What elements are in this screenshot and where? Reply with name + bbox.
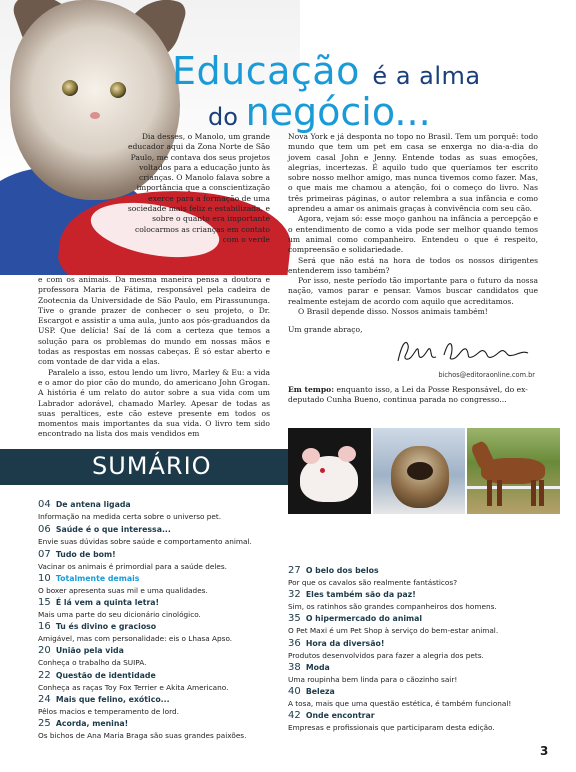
summary-page-number: 10: [38, 573, 51, 584]
horse-photo: [467, 428, 560, 514]
summary-item-description: Os bichos de Ana Maria Braga são suas grandes paixões.: [38, 731, 247, 740]
summary-item[interactable]: [38, 711, 246, 740]
article-paragraph: Nova York e já desponta no topo no Brasil. Tem um porquê: todo mundo que tem um pet em casa se enxerga no dia-a-dia do jovem casal John e Jenny. Entende todas as suas emoções, alegrias, incertezas. É aquilo tudo que queríamos ter escrito sobre nosso melhor amigo, mas nunca tivemos como fazer. Mas, o que mais me chamou a atenção, foi o começo do livro. Nas três primeiras páginas, o autor relembra a sua infância e como aprendeu a amar os animais graças à convivência com seu cão.: [288, 132, 538, 214]
summary-page-number: 22: [38, 670, 51, 681]
summary-page-number: 40: [288, 686, 301, 697]
article-title: [172, 49, 552, 134]
summary-page-number: 07: [38, 549, 51, 560]
article-paragraph-intro: Dia desses, o Manolo, um grande educador aqui da Zona Norte de São Paulo, me contava dos seus projetos voltados para a educação junto às crianças. O Manolo falava sobre a importância que a conscientização exerce para a formação de uma sociedade mais feliz e estabilizada, e sobre o quanto era importante colocarmos as crianças em contato com o verde: [127, 132, 270, 244]
summary-page-number: 32: [288, 589, 301, 600]
summary-item-title: União pela vida: [55, 646, 124, 655]
summary-item-description: Sim, os ratinhos são grandes companheiros dos homens.: [288, 602, 497, 611]
summary-item-title: Totalmente demais: [55, 574, 140, 583]
article-paragraph: e com os animais. Da mesma maneira pensa a doutora e professora Maria de Fátima, responsável pela cadeira de Zootecnia da Universidade de São Paulo, em Pirassununga. Tive o grande prazer de conhecer o seu projeto, o Dr. Escargot e assistir a uma aula, junto aos pós-graduandos da USP. Que delícia! Saí de lá com a certeza que temos a solução para os problemas do mundo em nossas mãos e todas as respostas em nossas cabeças. É só estar aberto e com vontade de dar vida a elas.: [38, 275, 270, 367]
summary-page-number: 25: [38, 718, 51, 729]
dog-photo: [373, 428, 465, 514]
rat-photo: [288, 428, 371, 514]
summary-item-description: Mais uma parte do seu dicionário cinológico.: [38, 610, 201, 619]
summary-item-title: O hipermercado do animal: [305, 614, 423, 623]
summary-item-description: Vacinar os animais é primordial para a saúde deles.: [38, 562, 227, 571]
summary-item-title: Mais que felino, exótico...: [55, 695, 170, 704]
summary-item-description: Pêlos macios e temperamento de lord.: [38, 707, 179, 716]
summary-page-number: 27: [288, 565, 301, 576]
summary-page-number: 20: [38, 645, 51, 656]
article-column-left: [38, 275, 270, 440]
summary-page-number: 35: [288, 613, 301, 624]
summary-page-number: 24: [38, 694, 51, 705]
summary-item-title: É lá vem a quinta letra!: [55, 598, 160, 607]
summary-item-description: O Pet Maxi é um Pet Shop à serviço do bem-estar animal.: [288, 626, 499, 635]
summary-page-number: 04: [38, 499, 51, 510]
summary-item-title: Questão de identidade: [55, 671, 156, 680]
article-paragraph: Paralelo a isso, estou lendo um livro, Marley & Eu: a vida e o amor do pior cão do mundo, do americano John Grogan. A história é um relato do autor sobre a sua vida com um Labrador adorável, chamado Marley. Apesar de todas as suas peraltices, este cão esteve presente em todos os momentos mais importantes da sua vida. O livro tem sido encontrado na lista dos mais vendidos em: [38, 367, 270, 439]
summary-page-number: 42: [288, 710, 301, 721]
summary-item-title: Moda: [305, 663, 330, 672]
article-paragraph: Será que não está na hora de todos os nossos dirigentes entenderem isso também?: [288, 255, 538, 275]
em-tempo-text: enquanto isso, a Lei da Posse Responsável, do ex-deputado Cunha Bueno, continua parada no congresso...: [288, 385, 528, 405]
summary-page-number: 15: [38, 597, 51, 608]
summary-heading: SUMÁRIO: [92, 452, 212, 480]
summary-item[interactable]: [288, 703, 495, 732]
summary-item-title: Acorda, menina!: [55, 719, 129, 728]
summary-item-title: Saúde é o que interessa...: [55, 525, 171, 534]
summary-item-description: Envie suas dúvidas sobre saúde e comportamento animal.: [38, 537, 252, 546]
summary-page-number: 06: [38, 524, 51, 535]
summary-item-description: Informação na medida certa sobre o universo pet.: [38, 512, 222, 521]
article-paragraph: Por isso, neste período tão importante para o futuro da nossa nação, vamos parar e pensar. Vamos buscar candidatos que realmente estejam de acordo com aquilo que acreditamos.: [288, 276, 538, 306]
summary-item-title: Tu és divino e gracioso: [55, 622, 157, 631]
summary-item-title: De antena ligada: [55, 500, 131, 509]
title-word-do: do: [208, 103, 238, 131]
summary-item-title: Tudo de bom!: [55, 550, 116, 559]
article-column-right: [288, 132, 538, 336]
page-number: 3: [540, 744, 549, 758]
summary-item-description: Uma roupinha bem linda para o cãozinho sair!: [288, 675, 458, 684]
em-tempo-label: Em tempo:: [288, 385, 335, 394]
article-paragraph: Agora, vejam só: esse moço ganhou na infância a percepção e o entendimento de como a vida pode ser melhor quando temos um animal como companheiro. Entendeu o que é respeito, compreensão e solidariedade.: [288, 214, 538, 255]
summary-item-title: Hora da diversão!: [305, 639, 385, 648]
summary-page-number: 38: [288, 662, 301, 673]
author-email: bichos@editoraonline.com.br: [438, 371, 535, 379]
summary-item-description: Por que os cavalos são realmente fantásticos?: [288, 578, 458, 587]
article-closing: Um grande abraço,: [288, 325, 363, 335]
summary-item-description: Produtos desenvolvidos para fazer a alegria dos pets.: [288, 651, 484, 660]
title-word-e-a-alma: é a alma: [372, 62, 481, 90]
em-tempo-note: [288, 385, 538, 406]
summary-item-description: O boxer apresenta suas mil e uma qualidades.: [38, 586, 208, 595]
summary-item-description: Conheça o trabalho da SUIPA.: [38, 658, 147, 667]
summary-item-title: Eles também são da paz!: [305, 590, 416, 599]
summary-item-description: Amigável, mas com personalidade: eis o Lhasa Apso.: [38, 634, 233, 643]
signature-image: [392, 335, 532, 367]
summary-page-number: 16: [38, 621, 51, 632]
title-word-negocio: negócio...: [245, 90, 431, 134]
article-paragraph: O Brasil depende disso. Nossos animais também!: [298, 307, 488, 317]
summary-item-description: A tosa, mais que uma questão estética, é também funcional!: [288, 699, 512, 708]
title-word-educacao: Educação: [172, 49, 360, 93]
summary-item-title: Beleza: [305, 687, 335, 696]
summary-item-title: Onde encontrar: [305, 711, 375, 720]
summary-item-description: Conheça as raças Toy Fox Terrier e Akita Americano.: [38, 683, 229, 692]
summary-item-description: Empresas e profissionais que participaram desta edição.: [288, 723, 495, 732]
summary-item-title: O belo dos belos: [305, 566, 379, 575]
summary-page-number: 36: [288, 638, 301, 649]
